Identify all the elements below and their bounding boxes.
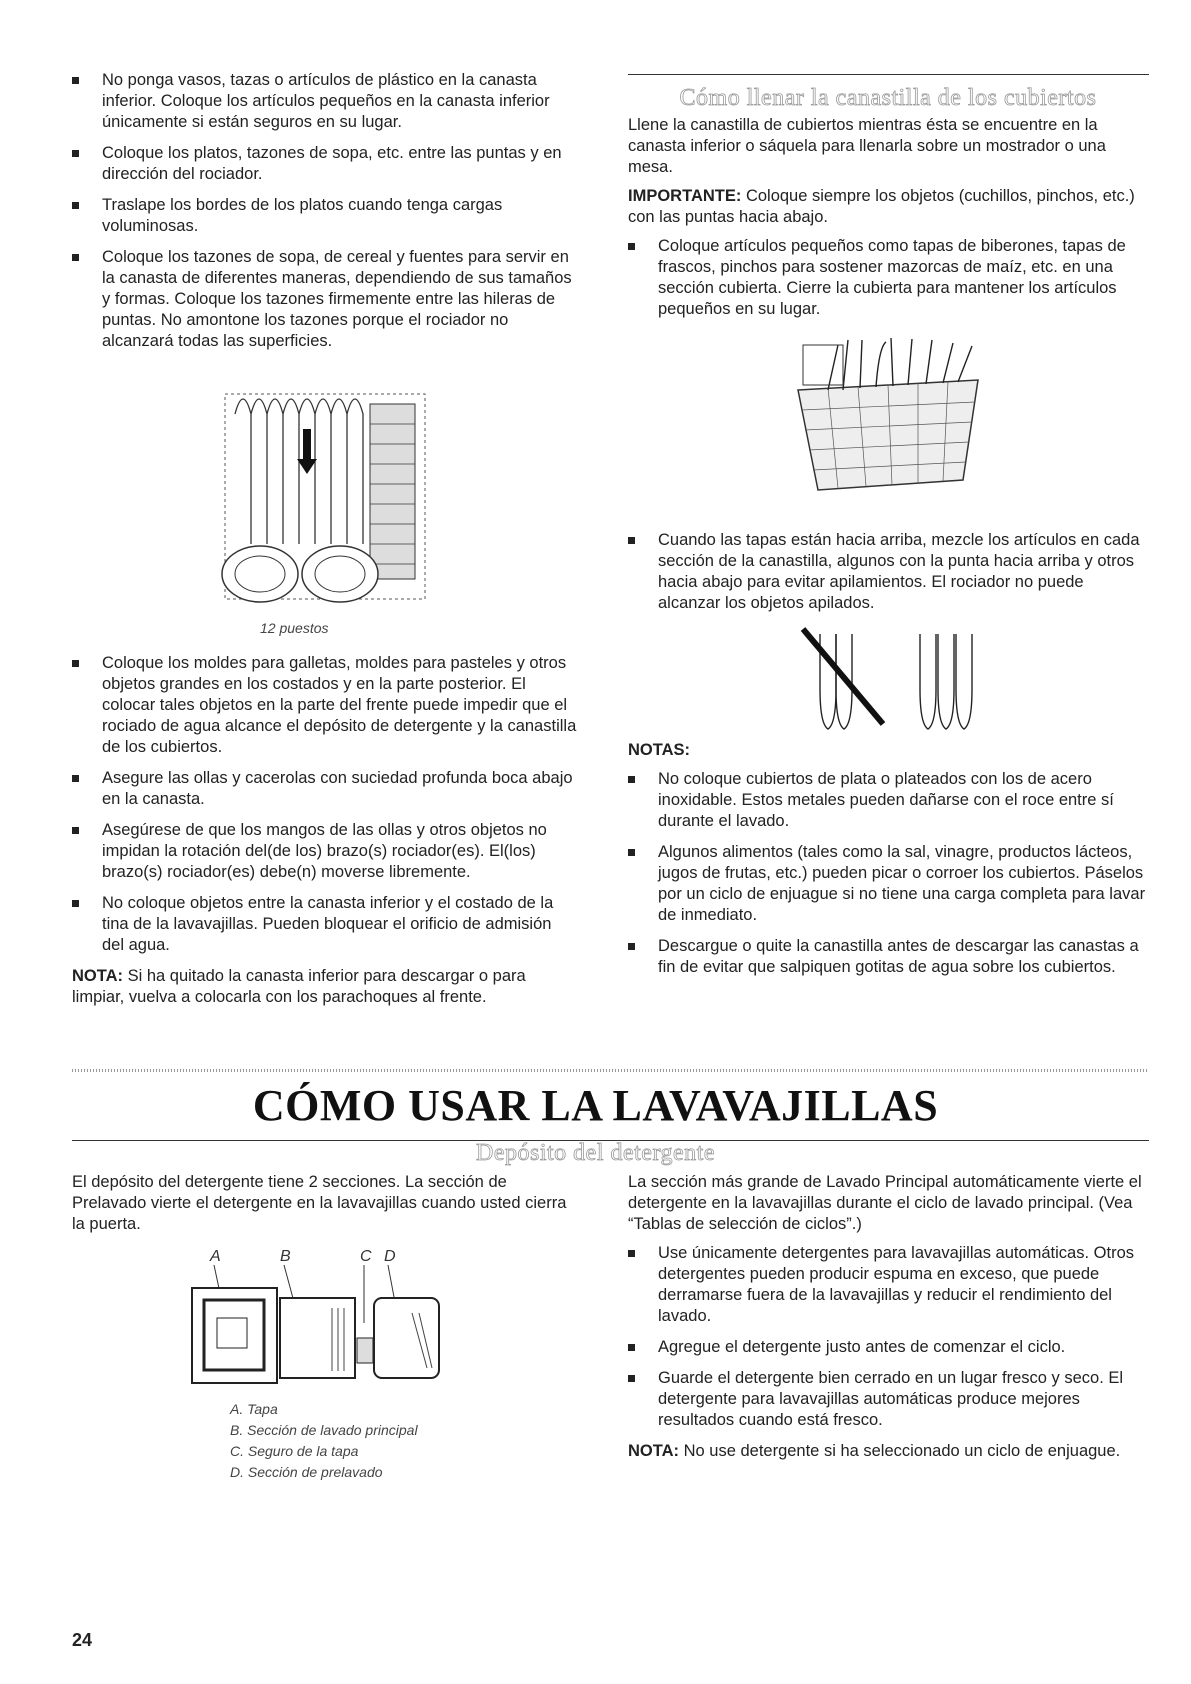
legend-item: B. Sección de lavado principal <box>230 1422 418 1438</box>
label-b: B <box>280 1248 291 1265</box>
bullet-icon <box>72 827 79 834</box>
label-c: C <box>360 1248 372 1265</box>
list-item: Asegure las ollas y cacerolas con suciedad profunda boca abajo en la canasta. <box>72 768 577 810</box>
basket-tips-list <box>628 236 1148 320</box>
detergent-dispenser-illustration <box>182 1243 442 1393</box>
legend-item: C. Seguro de la tapa <box>230 1443 359 1459</box>
bullet-icon <box>72 150 79 157</box>
section-rule <box>628 74 1149 75</box>
list-item: Agregue el detergente justo antes de comenzar el ciclo. <box>628 1337 1148 1358</box>
figure-legend <box>230 1399 572 1483</box>
legend-item: D. Sección de prelavado <box>230 1464 383 1480</box>
legend-item: A. Tapa <box>230 1401 278 1417</box>
bullet-icon <box>72 660 79 667</box>
detergent-tips-list <box>628 1243 1148 1431</box>
bullet-icon <box>628 537 635 544</box>
page-title: CÓMO USAR LA LAVAVAJILLAS <box>252 1081 939 1130</box>
label-a: A <box>210 1248 221 1265</box>
list-item: No coloque cubiertos de plata o plateados con los de acero inoxidable. Estos metales pueden dañarse con el roce entre sí durante el lavado. <box>628 769 1148 832</box>
bullet-icon <box>628 243 635 250</box>
notas-label: NOTAS: <box>628 741 691 759</box>
list-item: Coloque los moldes para galletas, moldes para pasteles y otros objetos grandes en los costados y en la parte posterior. El colocar tales objetos en la parte del frente puede impedir que el rociado de agua alcance el depósito de detergente y la canastilla de los cubiertos. <box>72 653 577 758</box>
detergent-main-wash: La sección más grande de Lavado Principal automáticamente vierte el detergente en la lavavajillas durante el ciclo de lavado principal. (Vea “Tablas de selección de ciclos”.) <box>628 1173 1142 1233</box>
right-column <box>628 80 1148 988</box>
list-item: Traslape los bordes de los platos cuando tenga cargas voluminosas. <box>72 195 577 237</box>
list-item: Descargue o quite la canastilla antes de descargar las canastas a fin de evitar que salpiquen gotitas de agua sobre los cubiertos. <box>628 936 1148 978</box>
utensils-icon <box>788 624 988 734</box>
rack-icon <box>205 374 445 614</box>
bullet-icon <box>72 775 79 782</box>
list-item: Use únicamente detergentes para lavavajillas automáticas. Otros detergentes pueden producir espuma en exceso, que puede derramarse fuera de la lavavajillas y reducir el rendimiento del lavado. <box>628 1243 1148 1327</box>
loading-tips-list-2 <box>72 653 577 956</box>
notas-list <box>628 769 1148 978</box>
bullet-icon <box>72 202 79 209</box>
importante-paragraph: IMPORTANTE: Coloque siempre los objetos (cuchillos, pinchos, etc.) con las puntas hacia abajo. <box>628 187 1135 226</box>
basket-icon <box>788 330 988 500</box>
detergent-right-column <box>628 1172 1148 1470</box>
bullet-icon <box>628 1344 635 1351</box>
importante-label: IMPORTANTE: <box>628 187 742 205</box>
bullet-icon <box>628 943 635 950</box>
nota-label: NOTA: <box>628 1442 680 1460</box>
bullet-icon <box>628 776 635 783</box>
nota-paragraph: NOTA: Si ha quitado la canasta inferior para descargar o para limpiar, vuelva a colocarla con los parachoques al frente. <box>72 967 526 1006</box>
nota-label: NOTA: <box>72 967 124 985</box>
intro-paragraph: Llene la canastilla de cubiertos mientras ésta se encuentre en la canasta inferior o sáquela para llenarla sobre un mostrador o una mesa. <box>628 116 1106 176</box>
bullet-icon <box>628 1375 635 1382</box>
bullet-icon <box>72 900 79 907</box>
list-item: No ponga vasos, tazas o artículos de plástico en la canasta inferior. Coloque los artículos pequeños en la canasta inferior únicamente si están seguros en su lugar. <box>72 70 577 133</box>
page-number: 24 <box>72 1630 93 1650</box>
list-item: Cuando las tapas están hacia arriba, mezcle los artículos en cada sección de la canastilla, algunos con la punta hacia arriba y otros hacia abajo para evitar apilamientos. El rociador no puede alcanzar los objetos apilados. <box>628 530 1148 614</box>
utensils-illustration <box>788 624 988 734</box>
left-column <box>72 70 577 1016</box>
list-item: Coloque los platos, tazones de sopa, etc. entre las puntas y en dirección del rociador. <box>72 143 577 185</box>
bullet-icon <box>72 77 79 84</box>
section-heading: Cómo llenar la canastilla de los cubiertos <box>679 85 1097 111</box>
list-item: Algunos alimentos (tales como la sal, vinagre, productos lácteos, jugos de frutas, etc.) pueden picar o corroer los cubiertos. Páselos por un ciclo de enjuague si no tiene una carga completa para lavar de inmediato. <box>628 842 1148 926</box>
lower-rack-illustration <box>205 374 445 614</box>
detergent-left-column <box>72 1172 572 1483</box>
bullet-icon <box>628 849 635 856</box>
list-item: Guarde el detergente bien cerrado en un lugar fresco y seco. El detergente para lavavajillas automáticas produce mejores resultados cuando está fresco. <box>628 1368 1148 1431</box>
dotted-divider <box>72 1069 1149 1072</box>
list-item: Coloque artículos pequeños como tapas de biberones, tapas de frascos, pinchos para sostener mazorcas de maíz, etc. en una sección cubierta. Cierre la cubierta para mantener los artículos pequeños en su lugar. <box>628 236 1148 320</box>
bullet-icon <box>72 254 79 261</box>
basket-tips-list-2 <box>628 530 1148 614</box>
label-d: D <box>384 1248 396 1265</box>
list-item: Coloque los tazones de sopa, de cereal y fuentes para servir en la canasta de diferentes maneras, dependiendo de sus tamaños y formas. Coloque los tazones firmemente entre las hileras de puntas. No amontone los tazones porque el rociador no alcanzará todas las superficies. <box>72 247 577 352</box>
list-item: No coloque objetos entre la canasta inferior y el costado de la tina de la lavavajillas. Pueden bloquear el orificio de admisión del agua. <box>72 893 577 956</box>
figure-caption: 12 puestos <box>260 620 329 636</box>
detergent-heading: Depósito del detergente <box>476 1140 715 1166</box>
list-item: Asegúrese de que los mangos de las ollas y otros objetos no impidan la rotación del(de los) brazo(s) rociador(es). El(los) brazo(s) rociador(es) debe(n) moverse libremente. <box>72 820 577 883</box>
loading-tips-list <box>72 70 577 352</box>
detergent-nota: NOTA: No use detergente si ha seleccionado un ciclo de enjuague. <box>628 1442 1121 1460</box>
dispenser-icon <box>182 1243 442 1393</box>
silverware-basket-illustration <box>788 330 988 500</box>
detergent-intro: El depósito del detergente tiene 2 secciones. La sección de Prelavado vierte el detergente en la lavavajillas cuando usted cierra la puerta. <box>72 1173 567 1233</box>
bullet-icon <box>628 1250 635 1257</box>
